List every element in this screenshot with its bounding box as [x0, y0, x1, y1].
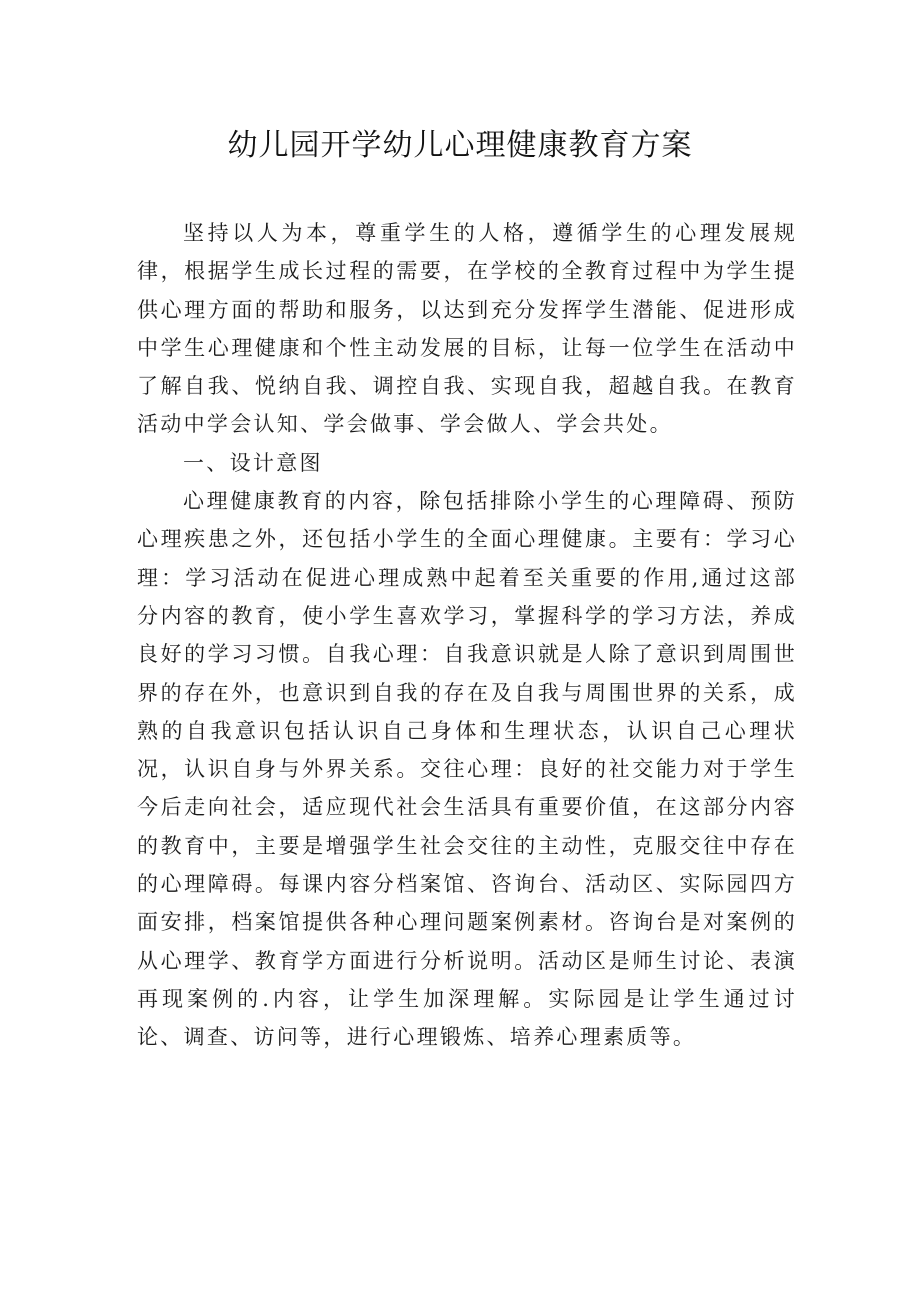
document-title: 幼儿园开学幼儿心理健康教育方案	[227, 128, 693, 163]
paragraph-intro: 坚持以人为本，尊重学生的人格，遵循学生的心理发展规律，根据学生成长过程的需要，在学校的全教育过程中为学生提供心理方面的帮助和服务，以达到充分发挥学生潜能、促进形成中学生心理健康和个性主动发展的目标，让每一位学生在活动中了解自我、悦纳自我、调控自我、实现自我，超越自我。在教育活动中学会认知、学会做事、学会做人、学会共处。	[137, 221, 797, 437]
section-heading-design-intent: 一、设计意图	[183, 450, 323, 475]
paragraph-content: 心理健康教育的内容，除包括排除小学生的心理障碍、预防心理疾患之外，还包括小学生的全面心理健康。主要有：学习心理：学习活动在促进心理成熟中起着至关重要的作用,通过这部分内容的教育，使小学生喜欢学习，掌握科学的学习方法，养成良好的学习习惯。自我心理：自我意识就是人除了意识到周围世界的存在外，也意识到自我的存在及自我与周围世界的关系，成熟的自我意识包括认识自己身体和生理状态，认识自己心理状况，认识自身与外界关系。交往心理：良好的社交能力对于学生今后走向社会，适应现代社会生活具有重要价值，在这部分内容的教育中，主要是增强学生社会交往的主动性，克服交往中存在的心理障碍。每课内容分档案馆、咨询台、活动区、实际园四方面安排，档案馆提供各种心理问题案例素材。咨询台是对案例的从心理学、教育学方面进行分析说明。活动区是师生讨论、表演再现案例的.内容，让学生加深理解。实际园是让学生通过讨论、调查、访问等，进行心理锻炼、培养心理素质等。	[137, 489, 797, 1050]
document-body	[137, 214, 797, 1057]
